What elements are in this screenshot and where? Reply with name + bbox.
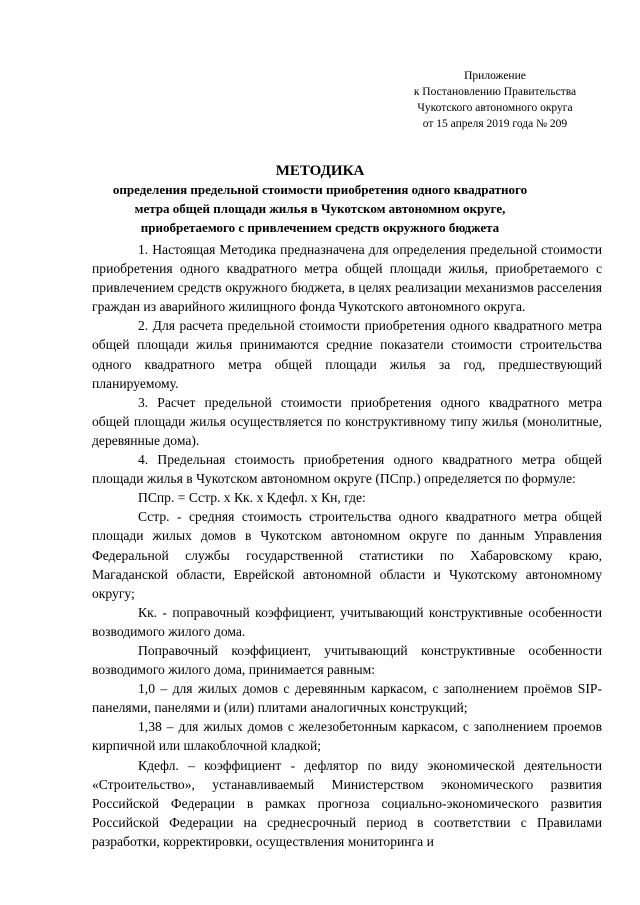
definition-kdefl: Кдефл. – коэффициент - дефлятор по виду экономической деятельности «Строительство», устанавливаемый Министерством экономического развития Российской Федерации в рамках прогноза социально-экономического развития Российской Федерации на среднесрочный период в соответствии с Правилами разработки, корректировки, осуществления мониторинга и	[92, 757, 602, 849]
subtitle-line: приобретаемого с привлечением средств окружного бюджета	[140, 220, 500, 235]
subtitle-line: метра общей площади жилья в Чукотском автономном округе,	[134, 201, 506, 216]
paragraph-construction-type: 3. Расчет предельной стоимости приобретения одного квадратного метра общей площади жилья осуществляется по конструктивному типу жилья (монолитные, деревянные дома).	[92, 394, 602, 448]
formula: ПСпр. = Сстр. х Кк. х Кдефл. х Кн, где:	[138, 490, 366, 506]
appendix-line: к Постановлению Правительства	[413, 86, 577, 98]
appendix-header	[400, 68, 590, 132]
subtitle-line: определения предельной стоимости приобретения одного квадратного	[112, 182, 528, 197]
coefficient-concrete: 1,38 – для жилых домов с железобетонным каркасом, с заполнением проемов кирпичной или шлакоблочной кладкой;	[92, 719, 602, 754]
paragraph-purpose: 1. Настоящая Методика предназначена для определения предельной стоимости приобретения одного квадратного метра общей площади жилья, приобретаемого с привлечением средств окружного бюджета, в целях реализации механизмов расселения граждан из аварийного жилищного фонда Чукотского автономного округа.	[92, 242, 602, 315]
appendix-line: от 15 апреля 2019 года № 209	[422, 118, 568, 130]
paragraph-formula-intro: 4. Предельная стоимость приобретения одного квадратного метра общей площади жилья в Чукотском автономном округе (ПСпр.) определяется по формуле:	[92, 452, 602, 487]
appendix-line: Чукотского автономного округа	[417, 102, 573, 114]
definition-kk: Кк. - поправочный коэффициент, учитывающий конструктивные особенности возводимого жилого дома.	[92, 604, 602, 639]
paragraph-calculation-basis: 2. Для расчета предельной стоимости приобретения одного квадратного метра общей площади жилья принимаются средние показатели стоимости строительства одного квадратного метра общей площади жилья за год, предшествующий планируемому.	[92, 318, 602, 391]
document-body	[92, 240, 602, 851]
appendix-line: Приложение	[464, 70, 526, 82]
definition-cstr: Сстр. - средняя стоимость строительства одного квадратного метра общей площади жилых домов в Чукотском автономном округе по данным Управления Федеральной службы государственной статистики по Хабаровскому краю, Магаданской области, Еврейской автономной области и Чукотскому автономному округу;	[92, 509, 602, 601]
paragraph-coefficient-values: Поправочный коэффициент, учитывающий конструктивные особенности возводимого жилого дома, принимается равным:	[92, 642, 602, 678]
coefficient-wooden: 1,0 – для жилых домов с деревянным каркасом, с заполнением проёмов SIP-панелями, панелями и (или) плитами аналогичных конструкций;	[92, 681, 602, 716]
document-subtitle	[88, 180, 552, 237]
document-title: МЕТОДИКА	[275, 163, 365, 179]
